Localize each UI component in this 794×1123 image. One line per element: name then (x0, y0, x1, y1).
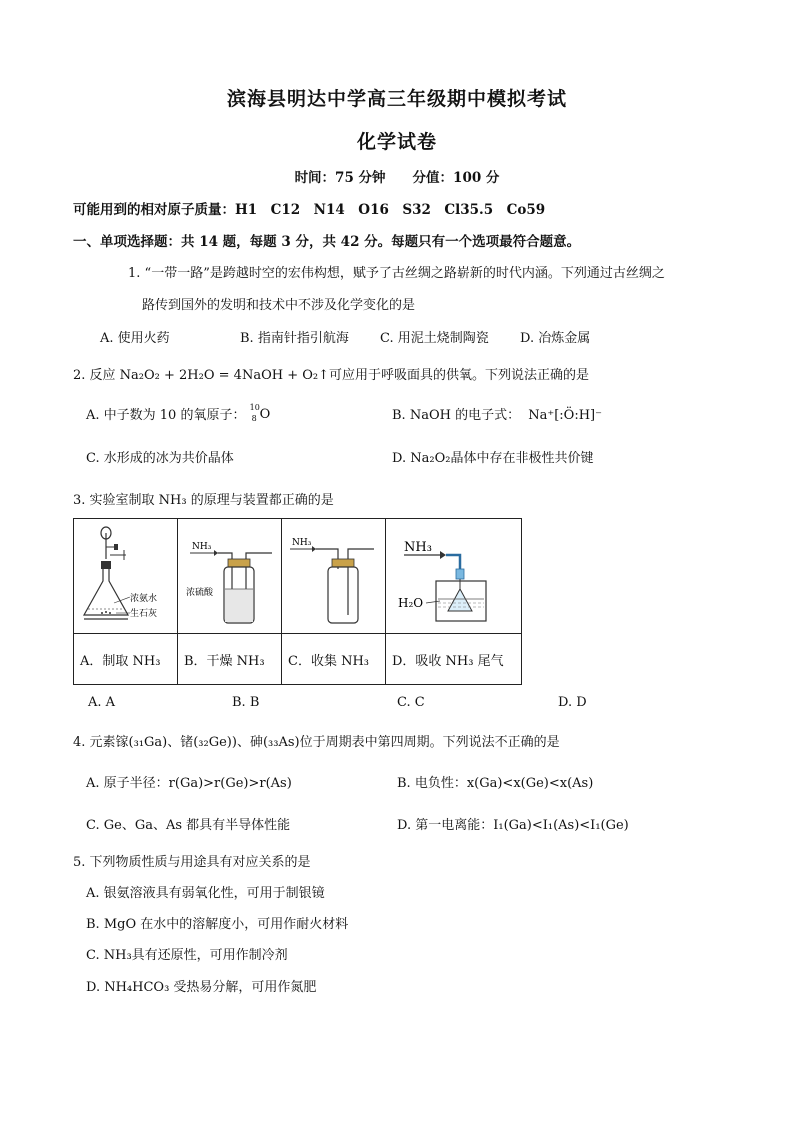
q2-electron-formula: Na⁺[:Ö:H]⁻ (528, 408, 602, 423)
q2-mass-number: 10 (249, 402, 260, 412)
caption-b: B．干燥 NH₃ (178, 634, 282, 685)
q2-option-c: C. 水形成的冰为共价晶体 (86, 451, 234, 466)
q2-prefix: 2. 反应 (73, 368, 120, 383)
q2-option-d-formula: Na₂O₂ (410, 451, 451, 466)
q1-option-c: C. 用泥土烧制陶瓷 (380, 331, 489, 346)
flask-apparatus-figure (74, 519, 177, 633)
q4-option-a: A. 原子半径：r(Ga)>r(Ge)>r(As) (86, 776, 292, 791)
q2-element-symbol: O (259, 406, 271, 422)
q1-option-a: A. 使用火药 (100, 331, 170, 346)
label-water: H₂O (398, 596, 424, 610)
q3-option-c: C. C (397, 695, 425, 710)
q1-option-b: B. 指南针指引航海 (240, 331, 349, 346)
q2-option-b (392, 404, 602, 423)
apparatus-b-cell (178, 519, 282, 634)
collection-bottle-figure (282, 519, 385, 633)
caption-d: D．吸收 NH₃ 尾气 (386, 634, 522, 685)
drying-bottle-figure (178, 519, 281, 633)
q1-option-d: D. 冶炼金属 (520, 331, 591, 346)
label-nh3-d: NH₃ (404, 540, 432, 555)
q2-nuclide (249, 402, 272, 424)
section-heading: 一、单项选择题：共 14 题，每题 3 分，共 42 分。每题只有一个选项最符合题意。 (73, 234, 581, 250)
q5-option-c: C. NH₃具有还原性，可用作制冷剂 (86, 948, 288, 963)
q2-atomic-number: 8 (251, 413, 257, 423)
q2-option-a-text: A. 中子数为 10 的氧原子： (86, 408, 246, 423)
q2-option-d-suffix: 晶体中存在非极性共价键 (450, 451, 594, 466)
q1-stem: “一带一路”是跨越时空的宏伟构想，赋予了古丝绸之路崭新的时代内涵。下列通过古丝绸之 (144, 266, 665, 281)
subject-title: 化学试卷 (356, 131, 437, 153)
q1-line2: 路传到国外的发明和技术中不涉及化学变化的是 (142, 298, 416, 313)
q2-option-b-text: B. NaOH 的电子式： (392, 408, 521, 423)
q3-option-d: D. D (558, 695, 587, 710)
q5-option-a: A. 银氨溶液具有弱氧化性，可用于制银镜 (86, 886, 325, 901)
q5-option-d: D. NH₄HCO₃ 受热易分解，可用作氮肥 (86, 980, 317, 995)
q2-equation: Na₂O₂ + 2H₂O = 4NaOH + O₂↑ (119, 368, 329, 383)
q4-option-b: B. 电负性：x(Ga)<x(Ge)<x(As) (397, 776, 594, 791)
q5-stem: 5. 下列物质性质与用途具有对应关系的是 (73, 855, 311, 870)
q2-option-d-prefix: D. (392, 451, 407, 466)
q5-option-b: B. MgO 在水中的溶解度小，可用作耐火材料 (86, 917, 349, 932)
apparatus-table (73, 518, 522, 685)
label-nh3-c: NH₃ (292, 538, 312, 548)
q2-option-d (392, 447, 593, 466)
q3-option-b: B. B (232, 695, 260, 710)
q3-stem: 3. 实验室制取 NH₃ 的原理与装置都正确的是 (73, 493, 334, 508)
atomic-masses: 可能用到的相对原子质量：H1 C12 N14 O16 S32 Cl35.5 Co59 (73, 202, 546, 218)
label-quicklime: 生石灰 (130, 609, 158, 619)
q4-stem: 4. 元素镓(₃₁Ga)、锗(₃₂Ge))、砷(₃₃As)位于周期表中第四周期。下列说法不正确的是 (73, 735, 560, 750)
apparatus-d-cell (386, 519, 522, 634)
caption-c: C．收集 NH₃ (282, 634, 386, 685)
time-score-info: 时间：75 分钟 分值：100 分 (294, 170, 500, 186)
q1-line1 (128, 262, 665, 281)
q4-option-d: D. 第一电离能：I₁(Ga)<I₁(As)<I₁(Ge) (397, 818, 629, 833)
label-conc-sulfuric: 浓硫酸 (186, 588, 214, 598)
q4-option-c: C. Ge、Ga、As 都具有半导体性能 (86, 818, 291, 833)
absorption-beaker-figure (386, 519, 521, 633)
q2-stem (73, 364, 589, 383)
q2-suffix: 可应用于呼吸面具的供氧。下列说法正确的是 (328, 368, 589, 383)
exam-title: 滨海县明达中学高三年级期中模拟考试 (226, 88, 567, 110)
q2-option-a (86, 404, 272, 424)
apparatus-c-cell (282, 519, 386, 634)
q3-option-a: A. A (88, 695, 116, 710)
q1-number: 1. (128, 266, 141, 281)
caption-a: A．制取 NH₃ (74, 634, 178, 685)
label-conc-ammonia: 浓氨水 (130, 594, 158, 604)
label-nh3-b: NH₃ (192, 542, 212, 552)
apparatus-a-cell (74, 519, 178, 634)
